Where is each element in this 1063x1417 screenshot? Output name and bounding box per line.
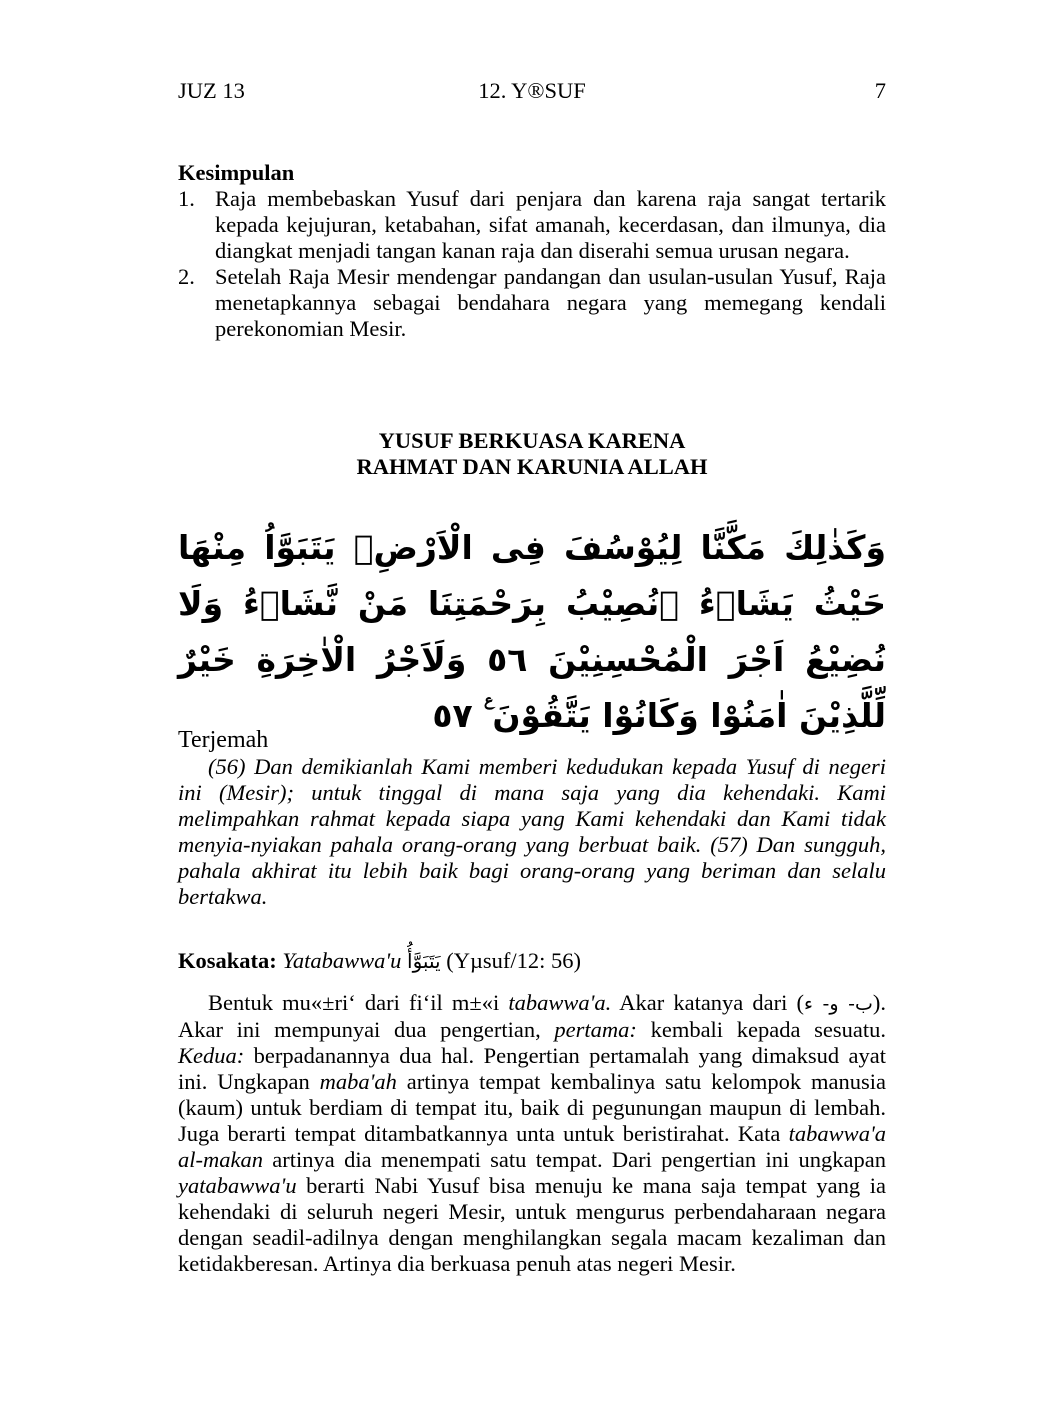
list-item-number: 1. xyxy=(178,186,195,211)
text-run: berpadanannya dua hal. Pengertian pertamalah yang dimaksud ayat ini. Ungkapan xyxy=(178,1043,886,1094)
translation-paragraph: (56) Dan demikianlah Kami memberi kedudukan kepada Yusuf di negeri ini (Mesir); untuk tinggal di mana saja yang dia kehendaki. Kami melimpahkan rahmat kepada siapa yang Kami kehendaki dan Kami tidak menyia-nyiakan pahala orang-orang yang berbuat baik. (57) Dan sungguh, pahala akhirat itu lebih baik bagi orang-orang yang beriman dan selalu bertakwa. xyxy=(178,754,886,909)
list-item-number: 2. xyxy=(178,264,195,289)
explanation-paragraph xyxy=(178,990,886,1277)
kosakata-arabic: يَتَبَوَّأُ xyxy=(407,949,441,973)
juz-label: JUZ 13 xyxy=(178,78,245,103)
section-title-line2: RAHMAT DAN KARUNIA ALLAH xyxy=(356,454,708,479)
italic-term: pertama: xyxy=(554,1017,637,1042)
kosakata-line xyxy=(178,948,886,974)
italic-term: Kedua: xyxy=(178,1043,245,1068)
kosakata-ref: (Yµsuf/12: 56) xyxy=(446,948,582,973)
arabic-root: ب- و- ء xyxy=(804,993,873,1015)
arabic-verse: وَكَذٰلِكَ مَكَّنَّا لِيُوْسُفَ فِى الْاَرْضِۚ يَتَبَوَّاُ مِنْهَا حَيْثُ يَشَاۤءُ ۗنُصِيْبُ بِرَحْمَتِنَا مَنْ نَّشَاۤءُ وَلَا نُضِيْعُ اَجْرَ الْمُحْسِنِيْنَ ٥٦ وَلَاَجْرُ الْاٰخِرَةِ خَيْرٌ لِّلَّذِيْنَ اٰمَنُوْا وَكَانُوْا يَتَّقُوْنَ ࣖ ٥٧ xyxy=(178,528,886,735)
text-run: artinya tempat kembalinya satu kelompok manusia (kaum) untuk berdiam di tempat itu, baik di pegunungan maupun di lembah. Juga berarti tempat ditambatkannya unta untuk beristirahat. Kata xyxy=(178,1069,886,1146)
kosakata-term: Yatabawwa'u xyxy=(282,948,402,973)
text-run: artinya dia menempati satu tempat. Dari pengertian ini ungkapan xyxy=(262,1147,886,1172)
page-header xyxy=(178,78,886,104)
list-item xyxy=(178,186,886,264)
kosakata-label: Kosakata: xyxy=(178,948,277,973)
page-number: 7 xyxy=(874,78,886,103)
section-title-line1: YUSUF BERKUASA KARENA xyxy=(378,428,686,453)
italic-term: yatabawwa'u xyxy=(178,1173,297,1198)
list-item-text: Raja membebaskan Yusuf dari penjara dan karena raja sangat tertarik kepada kejujuran, ketabahan, sifat amanah, kecerdasan, dan ilmunya, dia diangkat menjadi tangan kanan raja dan diserahi semua urusan negara. xyxy=(215,186,886,263)
italic-term: tabawwa'a. xyxy=(508,990,612,1015)
section-title xyxy=(178,428,886,480)
list-item xyxy=(178,264,886,342)
kesimpulan-heading: Kesimpulan xyxy=(178,160,295,185)
text-run: Akar katanya dari ( xyxy=(611,990,805,1015)
terjemah-heading: Terjemah xyxy=(178,727,269,753)
text-run: kembali kepada sesuatu. xyxy=(636,1017,886,1042)
list-item-text: Setelah Raja Mesir mendengar pandangan dan usulan-usulan Yusuf, Raja menetapkannya sebagai bendahara negara yang memegang kendali perekonomian Mesir. xyxy=(215,264,886,341)
surah-label: 12. Y®SUF xyxy=(478,78,586,103)
kesimpulan-list xyxy=(178,186,886,342)
text-run: Bentuk mu«±ri‘ dari fi‘il m±«i xyxy=(208,990,509,1015)
terjemah-text xyxy=(178,754,886,910)
kosakata-explanation xyxy=(178,990,886,1277)
italic-term: maba'ah xyxy=(319,1069,397,1094)
text-run: ). Akar ini mempunyai dua pengertian, xyxy=(178,990,886,1042)
text-run: berarti Nabi Yusuf bisa menuju ke mana saja tempat yang ia kehendaki di seluruh negeri Mesir, untuk mengurus perbendaharaan negara dengan seadil-adilnya dengan menghilangkan segala macam kezaliman dan ketidakberesan. Artinya dia berkuasa penuh atas negeri Mesir. xyxy=(178,1173,886,1276)
italic-term: tabawwa'a al-makan xyxy=(178,1121,886,1172)
